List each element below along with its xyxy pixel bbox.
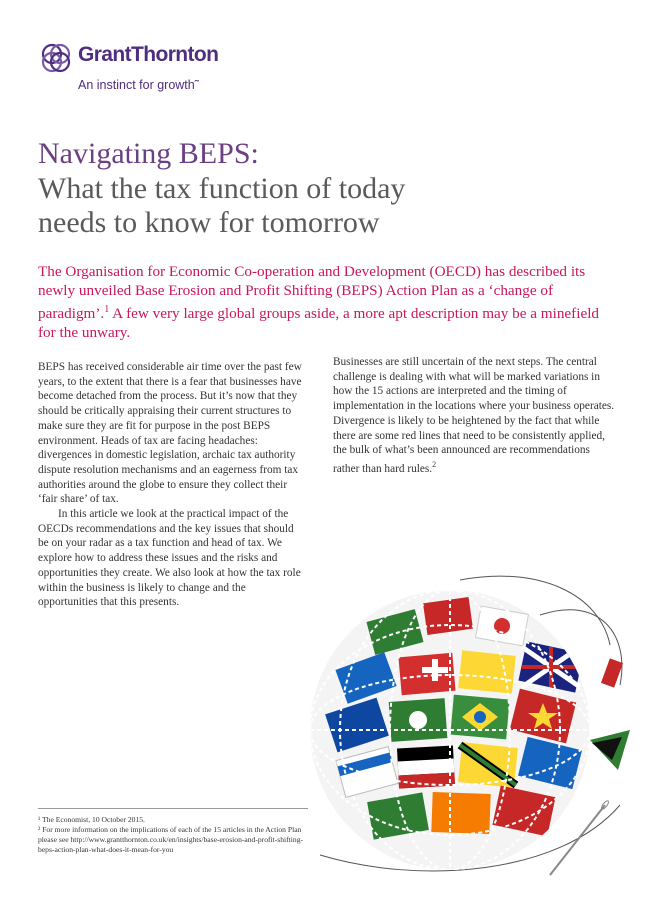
- body-column-left: [38, 360, 306, 610]
- body-paragraph-3-text: Businesses are still uncertain of the next steps. The central challenge is dealing with what will be marked variations in how the 15 actions are interpreted and the timing of implementation in the locations where your business operates. Divergence is likely to be heightened by the fact that while there are some red lines that need to be consistently applied, the bulk of what’s been announced are recommendations rather than hard rules.: [333, 356, 615, 475]
- intro-text: The Organisation for Economic Co-operation and Development (OECD) has described its newly unveiled Base Erosion and Profit Shifting (BEPS) Action Plan as a ‘change of paradigm’.: [38, 263, 586, 323]
- page-title: [38, 136, 598, 240]
- footnotes: [38, 808, 308, 855]
- intro-paragraph: [38, 262, 613, 342]
- body-footnote-ref: 2: [432, 459, 437, 469]
- intro-text-after: A few very large global groups aside, a more apt description may be a minefield for the unwary.: [38, 305, 600, 342]
- intro-footnote-ref: 1: [104, 304, 110, 315]
- footnote-2: ² For more information on the implications of each of the 15 articles in the Action Plan please see http://www.grantthornton.co.uk/en/insights/base-erosion-and-profit-shifting-beps-action-plan-what-does-it-mean-for-you: [38, 825, 304, 854]
- flag-globe-illustration: [300, 555, 640, 895]
- brand-name: GrantThornton: [78, 43, 219, 66]
- body-paragraph-3: [333, 355, 615, 476]
- title-line-2: What the tax function of today needs to know for tomorrow: [38, 172, 406, 239]
- body-paragraph-1: BEPS has received considerable air time over the past few years, to the extent that there is a fear that businesses have become detached from the process. But it’s now that they should be critically appraising their current structures to make sure they are fit for purpose in the post BEPS environment. Heads of tax are facing headaches: divergences in domestic legislation, archaic tax authority dispute resolution mechanisms and an eagerness from tax authorities around the globe to ensure they collect their ‘fair share’ of tax.: [38, 361, 302, 506]
- body-column-right: [333, 355, 615, 476]
- grant-thornton-logo: [38, 38, 238, 98]
- title-line-1: Navigating BEPS:: [38, 137, 259, 170]
- brand-tagline: An instinct for growth˜: [78, 78, 199, 92]
- body-paragraph-2: In this article we look at the practical impact of the OECDs recommendations and the key issues that should be on your radar as a tax function and head of tax. We explore how to address these issues and the risks and opportunities they create. We also look at how the tax role within the business is likely to change and the opportunities that this presents.: [38, 508, 301, 609]
- footnote-1: ¹ The Economist, 10 October 2015.: [38, 815, 145, 824]
- logo-mark-icon: [38, 40, 74, 76]
